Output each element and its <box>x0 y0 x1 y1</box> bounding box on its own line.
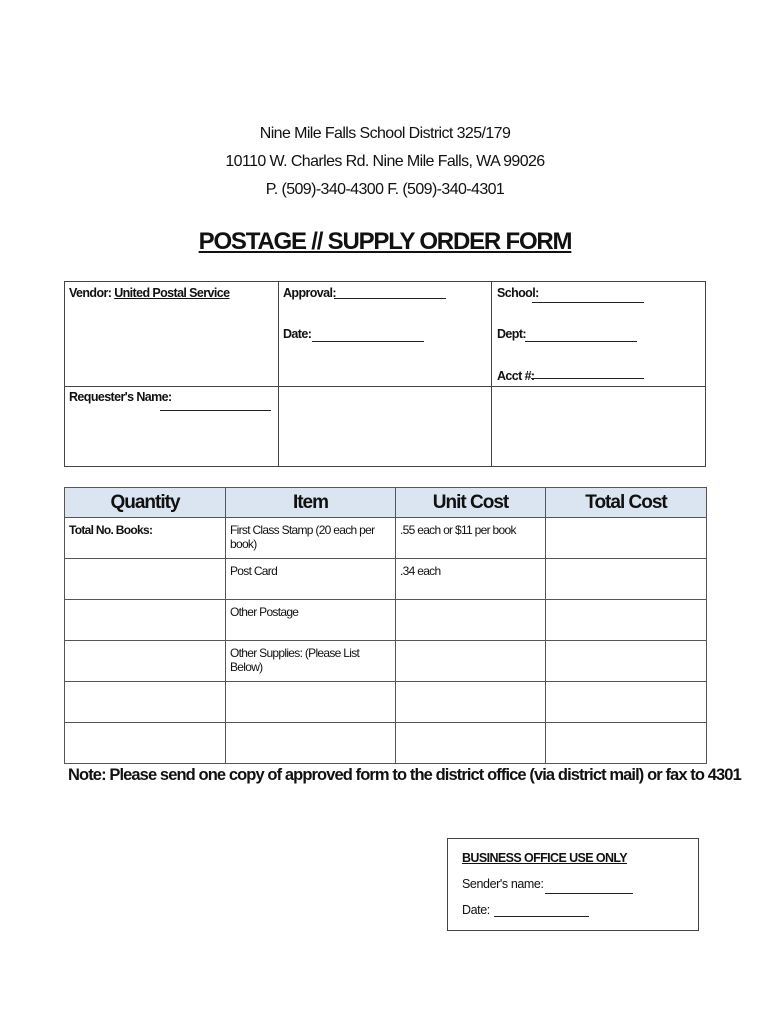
form-title: POSTAGE // SUPPLY ORDER FORM <box>198 228 572 255</box>
vendor-label-text: Vendor: <box>69 286 112 300</box>
district-name: Nine Mile Falls School District 325/179 <box>259 125 511 142</box>
info-divider-2 <box>491 281 492 467</box>
item-cell: Post Card <box>226 559 396 600</box>
unit-cost-cell[interactable] <box>396 723 546 764</box>
item-cell[interactable] <box>226 682 396 723</box>
item-cell: First Class Stamp (20 each per book) <box>226 518 396 559</box>
info-row-divider <box>64 386 706 387</box>
total-cost-cell[interactable] <box>546 641 707 682</box>
table-row <box>65 518 707 559</box>
unit-cost-cell: .55 each or $11 per book <box>396 518 546 559</box>
district-address: 10110 W. Charles Rd. Nine Mile Falls, WA 99026 <box>225 153 545 170</box>
requester-field[interactable] <box>160 410 271 411</box>
table-row <box>65 600 707 641</box>
item-header: Item <box>226 488 396 518</box>
table-row <box>65 559 707 600</box>
item-cell: Other Supplies: (Please List Below) <box>226 641 396 682</box>
order-info-box <box>64 281 706 467</box>
date-field[interactable] <box>312 341 424 342</box>
quantity-cell[interactable] <box>65 600 226 641</box>
district-header <box>0 120 770 204</box>
approval-field[interactable] <box>334 298 446 299</box>
school-label: School: <box>497 286 539 300</box>
table-header-row <box>65 488 707 518</box>
business-office-title: BUSINESS OFFICE USE ONLY <box>462 851 628 865</box>
item-cell: Other Postage <box>226 600 396 641</box>
acct-label: Acct #: <box>497 369 535 383</box>
total-cost-cell[interactable] <box>546 600 707 641</box>
total-cost-header: Total Cost <box>546 488 707 518</box>
dept-label: Dept: <box>497 327 526 341</box>
unit-cost-cell[interactable] <box>396 600 546 641</box>
item-cell[interactable] <box>226 723 396 764</box>
table-row <box>65 723 707 764</box>
dept-field[interactable] <box>525 341 637 342</box>
vendor-label <box>69 286 229 300</box>
sender-name-field[interactable] <box>545 893 633 894</box>
total-cost-cell[interactable] <box>546 559 707 600</box>
quantity-cell[interactable] <box>65 723 226 764</box>
table-row <box>65 682 707 723</box>
district-phone-fax: P. (509)-340-4300 F. (509)-340-4301 <box>265 181 505 198</box>
quantity-header: Quantity <box>65 488 226 518</box>
requester-label: Requester's Name: <box>69 390 172 404</box>
unit-cost-cell[interactable] <box>396 641 546 682</box>
unit-cost-cell[interactable] <box>396 682 546 723</box>
bo-date-field[interactable] <box>494 916 589 917</box>
total-cost-cell[interactable] <box>546 682 707 723</box>
bo-date-label: Date: <box>462 903 490 917</box>
approval-label: Approval: <box>283 286 336 300</box>
quantity-cell[interactable] <box>65 641 226 682</box>
quantity-cell[interactable] <box>65 559 226 600</box>
submission-note: Note: Please send one copy of approved form to the district office (via district mail) or fax to 4301 <box>68 766 741 784</box>
date-label: Date: <box>283 327 312 341</box>
school-field[interactable] <box>532 302 644 303</box>
unit-cost-header: Unit Cost <box>396 488 546 518</box>
total-cost-cell[interactable] <box>546 518 707 559</box>
unit-cost-cell: .34 each <box>396 559 546 600</box>
table-row <box>65 641 707 682</box>
total-cost-cell[interactable] <box>546 723 707 764</box>
order-table <box>64 487 707 764</box>
vendor-value: United Postal Service <box>114 286 230 300</box>
quantity-cell[interactable] <box>65 682 226 723</box>
info-divider-1 <box>278 281 279 467</box>
quantity-cell[interactable]: Total No. Books: <box>65 518 226 559</box>
business-office-box <box>447 838 699 931</box>
sender-name-label: Sender's name: <box>462 877 544 891</box>
acct-field[interactable] <box>531 378 644 379</box>
